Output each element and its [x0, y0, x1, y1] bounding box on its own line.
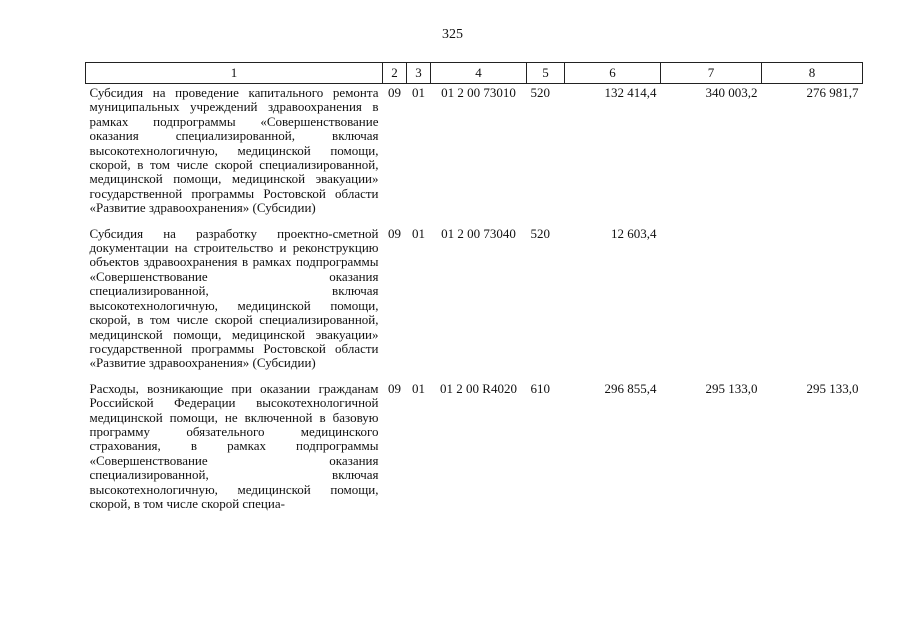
column-header-1: 1: [86, 63, 383, 84]
amount-col-8: [762, 225, 863, 380]
amount-col-6: 132 414,4: [604, 85, 657, 100]
amount-col-8: 295 133,0: [806, 380, 859, 396]
table-row: [86, 225, 863, 380]
column-header-5: 5: [527, 63, 565, 84]
subsection-code: 01: [412, 225, 425, 241]
expense-type-code: 610: [530, 380, 550, 396]
column-header-3: 3: [407, 63, 431, 84]
expense-type-code: 520: [530, 85, 550, 100]
subsection-code: 01: [412, 85, 425, 100]
page-number: 325: [442, 27, 463, 42]
amount-col-7: 340 003,2: [705, 85, 758, 100]
amount-col-6: 296 855,4: [604, 380, 657, 396]
column-header-4: 4: [431, 63, 527, 84]
amount-col-7: [661, 225, 762, 380]
section-code: 09: [388, 85, 401, 100]
row-description: Субсидия на разработку проектно-сметной документации на строительство и реконструкцию объектов здравоохранения в рамках подпрограммы «Совершенствование оказания специализированной, включая высокотехнологичную, медицинской помощи, скорой, в том числе скорой специализированной, медицинской помощи, медицинской эвакуации» государственной программы Ростовской области «Развитие здравоохранения» (Субсидии): [89, 225, 379, 371]
amount-col-7: 295 133,0: [705, 380, 758, 396]
amount-col-8: 276 981,7: [806, 85, 859, 100]
table-row: [86, 380, 863, 521]
row-description: Субсидия на проведение капитального ремонта муниципальных учреждений здравоохранения в рамках подпрограммы «Совершенствование оказания специализированной, включая высокотехнологичную, медицинской помощи, скорой, в том числе скорой специализированной, медицинской помощи, медицинской эвакуации» государственной программы Ростовской области «Развитие здравоохранения» (Субсидии): [89, 85, 379, 216]
amount-col-6: 12 603,4: [611, 225, 657, 241]
column-header-2: 2: [383, 63, 407, 84]
column-header-7: 7: [661, 63, 762, 84]
column-header-8: 8: [762, 63, 863, 84]
section-code: 09: [388, 225, 401, 241]
target-article-code: 01 2 00 73040: [441, 225, 516, 241]
budget-table: [85, 62, 863, 520]
subsection-code: 01: [412, 380, 425, 396]
expense-type-code: 520: [530, 225, 550, 241]
target-article-code: 01 2 00 73010: [441, 85, 516, 100]
section-code: 09: [388, 380, 401, 396]
row-description: Расходы, возникающие при оказании гражданам Российской Федерации высокотехнологичной медицинской помощи, не включенной в базовую программу обязательного медицинского страхования, в рамках подпрограммы «Совершенствование оказания специализированной, включая высокотехнологичную, медицинской помощи, скорой, в том числе скорой специа-: [89, 380, 379, 511]
column-header-6: 6: [565, 63, 661, 84]
target-article-code: 01 2 00 R4020: [440, 380, 517, 396]
table-row: [86, 84, 863, 225]
header-row: [86, 63, 863, 84]
